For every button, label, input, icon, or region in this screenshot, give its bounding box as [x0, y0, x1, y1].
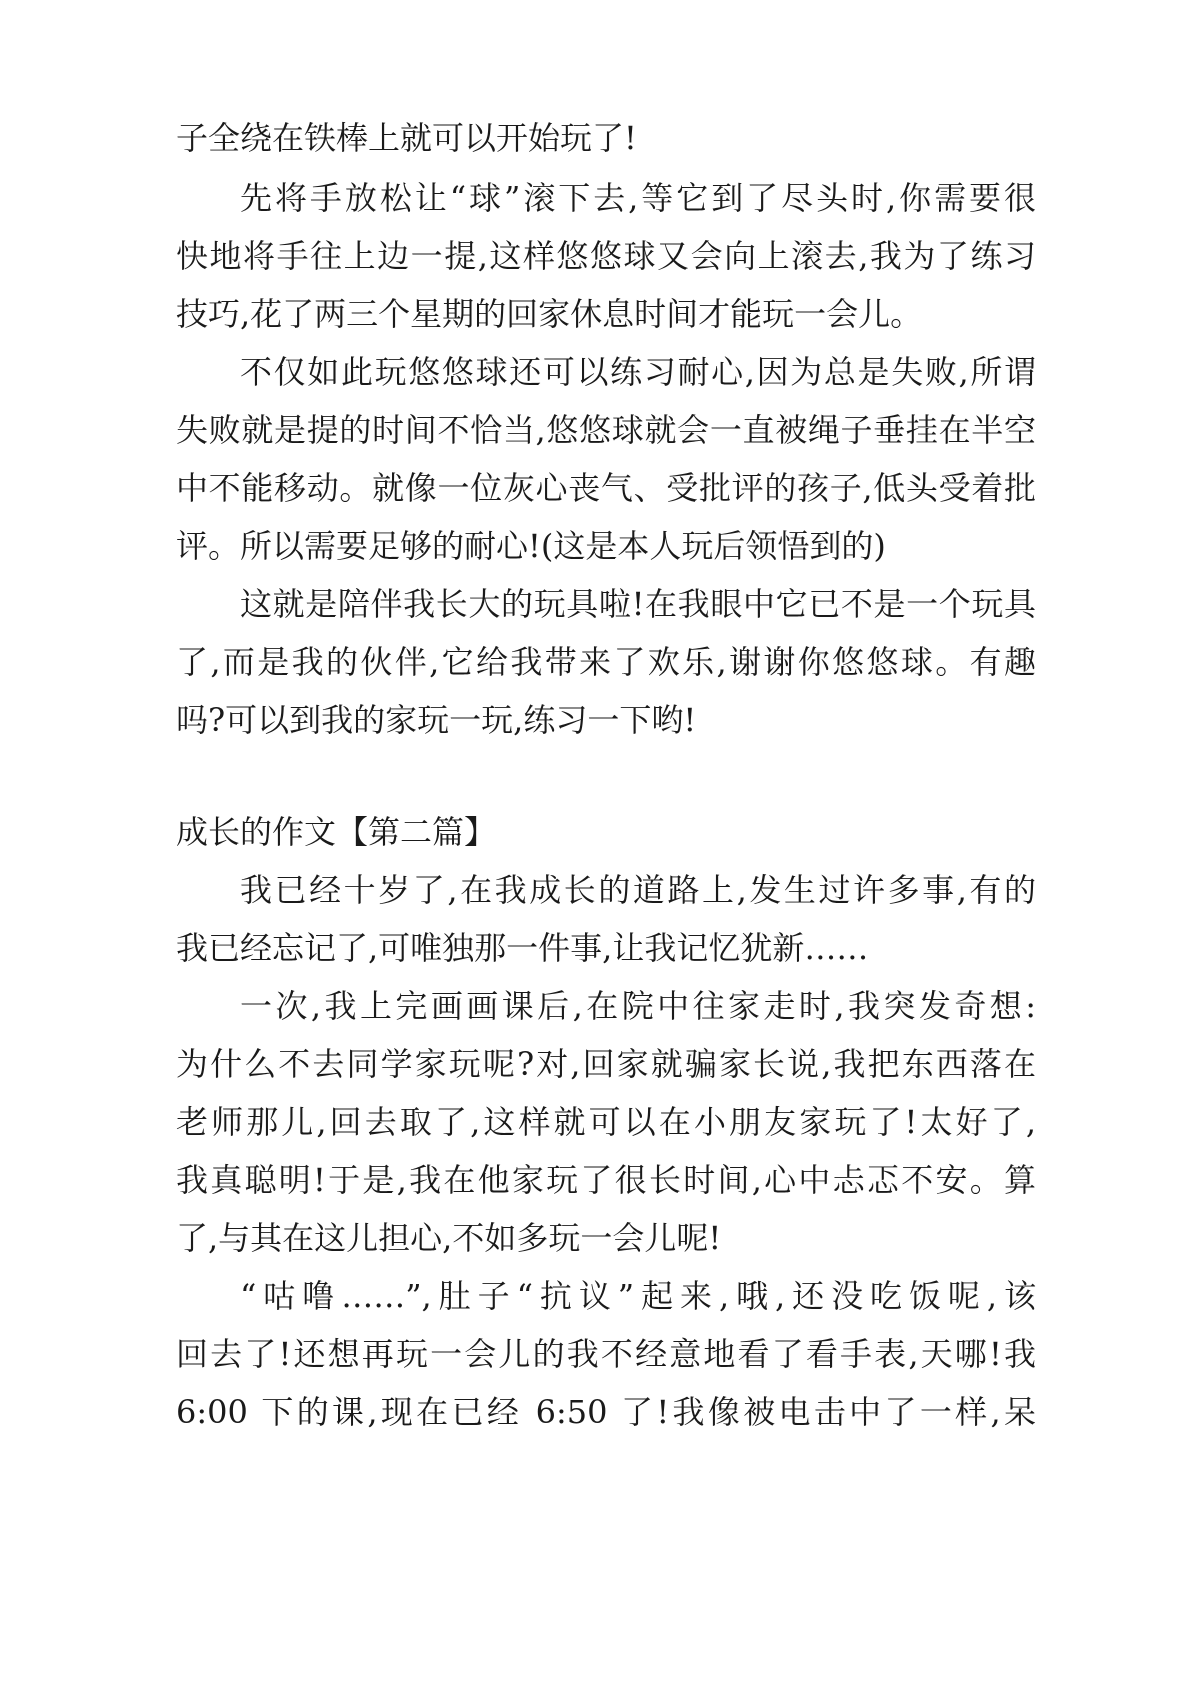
paragraph-start: “咕噜……”,肚子“抗议”起来,哦,还没吃饭呢,该 [240, 1277, 1036, 1315]
section-heading: 成长的作文【第二篇】 [176, 813, 497, 851]
text-line: 子全绕在铁棒上就可以开始玩了! [176, 119, 637, 157]
text-line: 6:00 下的课,现在已经 6:50 了!我像被电击中了一样,呆 [176, 1393, 1036, 1431]
paragraph-start: 我已经十岁了,在我成长的道路上,发生过许多事,有的 [240, 871, 1036, 909]
text-line: 我已经忘记了,可唯独那一件事,让我记忆犹新…… [176, 929, 869, 967]
text-line: 吗?可以到我的家玩一玩,练习一下哟! [176, 701, 697, 739]
text-line: 了,而是我的伙伴,它给我带来了欢乐,谢谢你悠悠球。有趣 [176, 643, 1036, 681]
text-line: 了,与其在这儿担心,不如多玩一会儿呢! [176, 1219, 722, 1257]
text-line: 技巧,花了两三个星期的回家休息时间才能玩一会儿。 [176, 295, 923, 333]
paragraph-start: 一次,我上完画画课后,在院中往家走时,我突发奇想: [240, 987, 1036, 1025]
text-line: 评。所以需要足够的耐心!(这是本人玩后领悟到的) [176, 527, 886, 565]
text-line: 我真聪明!于是,我在他家玩了很长时间,心中忐忑不安。算 [176, 1161, 1036, 1199]
text-line: 失败就是提的时间不恰当,悠悠球就会一直被绳子垂挂在半空 [176, 411, 1036, 449]
paragraph-start: 这就是陪伴我长大的玩具啦!在我眼中它已不是一个玩具 [240, 585, 1036, 623]
text-line: 老师那儿,回去取了,这样就可以在小朋友家玩了!太好了, [176, 1103, 1036, 1141]
text-line: 快地将手往上边一提,这样悠悠球又会向上滚去,我为了练习 [176, 237, 1036, 275]
paragraph-start: 不仅如此玩悠悠球还可以练习耐心,因为总是失败,所谓 [240, 353, 1036, 391]
text-line: 回去了!还想再玩一会儿的我不经意地看了看手表,天哪!我 [176, 1335, 1036, 1373]
text-line: 中不能移动。就像一位灰心丧气、受批评的孩子,低头受着批 [176, 469, 1036, 507]
text-line: 为什么不去同学家玩呢?对,回家就骗家长说,我把东西落在 [176, 1045, 1036, 1083]
paragraph-start: 先将手放松让“球”滚下去,等它到了尽头时,你需要很 [240, 179, 1036, 217]
